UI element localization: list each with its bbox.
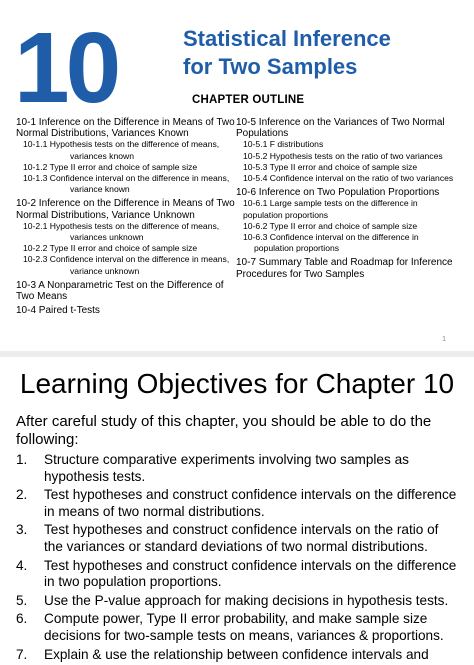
objective-item: [16, 452, 461, 485]
outline-entry: 10-1.1 Hypothesis tests on the difference of means,: [23, 139, 220, 150]
outline-entry: population proportions: [243, 209, 329, 220]
outline-entry: Populations: [236, 128, 289, 140]
outline-heading: CHAPTER OUTLINE: [192, 94, 305, 106]
outline-entry: 10-2 Inference on the Difference in Means of Two: [16, 198, 235, 210]
objectives-title: Learning Objectives for Chapter 10: [19, 368, 455, 399]
outline-entry: 10-6.3 Confidence interval on the difference in: [243, 232, 419, 243]
objective-number: 5.: [16, 592, 28, 608]
objective-item: [16, 647, 461, 664]
outline-entry: 10-5.4 Confidence interval on the ratio of two variances: [243, 173, 454, 184]
objective-item: [16, 593, 461, 610]
outline-entry: 10-5.1 F distributions: [243, 139, 324, 150]
outline-entry: 10-5.2 Hypothesis tests on the ratio of two variances: [243, 150, 443, 161]
chapter-title-line2: for Two Samples: [183, 54, 358, 79]
outline-entry: 10-6.2 Type II error and choice of sample size: [243, 220, 418, 231]
outline-entry: 10-1 Inference on the Difference in Means of Two: [16, 117, 235, 128]
objective-text: Use the P-value approach for making decisions in hypothesis tests.: [44, 592, 449, 608]
objectives-list: [16, 452, 461, 665]
outline-entry: Procedures for Two Samples: [236, 268, 365, 280]
outline-entry: variances unknown: [70, 232, 144, 243]
outline-entry: 10-5 Inference on the Variances of Two Normal: [236, 117, 445, 128]
chapter-title-line1: Statistical Inference: [183, 26, 391, 51]
outline-left-column: [16, 114, 236, 316]
objective-number: 1.: [16, 452, 28, 467]
outline-entry: 10-3 A Nonparametric Test on the Difference of: [16, 279, 224, 291]
outline-right-column: [236, 114, 468, 280]
outline-entry: population proportions: [254, 243, 340, 254]
outline-entry: Normal Distributions, Variance Unknown: [16, 209, 195, 221]
outline-entry: variances known: [70, 150, 135, 161]
objective-number: 2.: [16, 487, 28, 503]
page-number: 1: [442, 336, 446, 343]
outline-entry: Normal Distributions, Variances Known: [16, 128, 189, 140]
objectives-intro: After careful study of this chapter, you should be able to do the following:: [16, 413, 432, 448]
outline-entry: 10-1.3 Confidence interval on the difference in means,: [23, 173, 230, 184]
outline-entry: 10-2.1 Hypothesis tests on the difference of means,: [23, 220, 220, 231]
objective-number: 3.: [16, 522, 28, 538]
objective-item: [16, 487, 461, 520]
outline-entry: Two Means: [16, 291, 68, 303]
outline-entry: 10-2.2 Type II error and choice of sample size: [23, 243, 198, 254]
objective-text: Test hypotheses and construct confidence intervals on the ratio of the variances or standard deviations of two normal distributions.: [44, 522, 439, 554]
outline-entry: 10-6 Inference on Two Population Proportions: [236, 187, 440, 199]
objective-number: 6.: [16, 611, 28, 627]
chapter-number: 10: [14, 12, 118, 124]
objective-item: [16, 611, 461, 644]
objective-number: 7.: [16, 646, 28, 662]
objective-text: Test hypotheses and construct confidence intervals on the difference in two population proportions.: [44, 557, 457, 590]
slide-learning-objectives: [0, 357, 474, 662]
outline-entry: 10-2.3 Confidence interval on the difference in means,: [23, 254, 230, 265]
outline-entry: 10-5.3 Type II error and choice of sample size: [243, 161, 418, 172]
outline-entry: 10-7 Summary Table and Roadmap for Inference: [236, 257, 453, 269]
outline-entry: 10-1.2 Type II error and choice of sample size: [23, 161, 198, 172]
objective-text: Explain & use the relationship between confidence intervals and: [44, 646, 429, 662]
outline-entry: variance unknown: [70, 265, 140, 276]
chapter-title: [183, 25, 453, 81]
objective-text: Structure comparative experiments involving two samples as hypothesis tests.: [44, 452, 409, 484]
objective-number: 4.: [16, 557, 28, 573]
outline-entry: 10-4 Paired t-Tests: [16, 305, 100, 317]
objective-item: [16, 558, 461, 591]
objective-text: Test hypotheses and construct confidence intervals on the difference in means of two normal distributions.: [44, 487, 457, 519]
objective-item: [16, 522, 461, 555]
objective-text: Compute power, Type II error probability, and make sample size decisions for two-sample tests on means, variances & proportions.: [44, 611, 444, 643]
outline-entry: 10-6.1 Large sample tests on the difference in: [243, 198, 418, 209]
outline-entry: variance known: [70, 184, 130, 195]
